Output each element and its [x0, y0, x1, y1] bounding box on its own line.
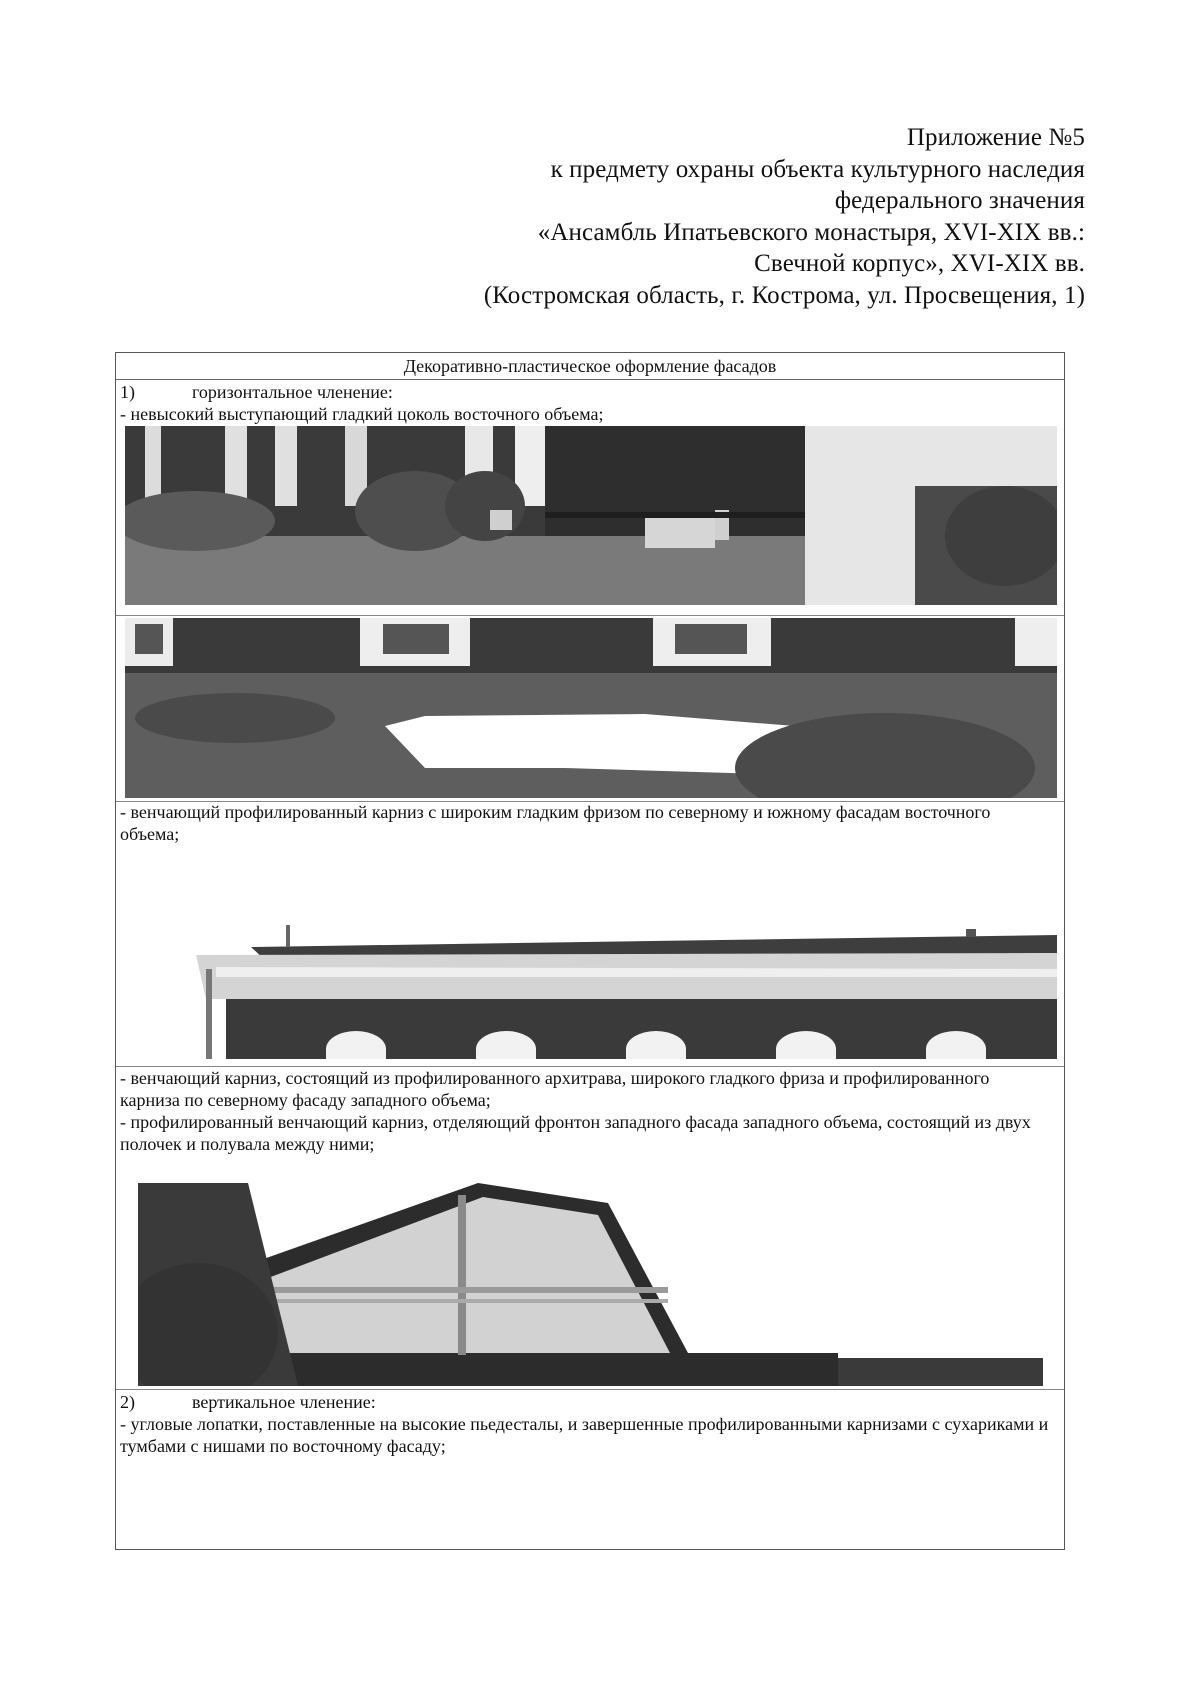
- table-title: Декоративно-пластическое оформление фасадов: [116, 353, 1064, 380]
- section-number: 1): [120, 382, 135, 402]
- row-separator: [116, 1389, 1064, 1390]
- section-heading-text: горизонтальное членение:: [192, 382, 393, 402]
- item-cornice-west-pediment: - профилированный венчающий карниз, отделяющий фронтон западного фасада западного объема, состоящий из двух полочек и полувала между ними;: [120, 1112, 1031, 1154]
- facade-decoration-table: [115, 352, 1065, 1550]
- photo-plinth-east: [125, 426, 1057, 605]
- header-line: (Костромская область, г. Кострома, ул. Просвещения, 1): [483, 281, 1085, 309]
- section-heading-text: вертикальное членение:: [192, 1392, 376, 1412]
- item-cornice-west-north: - венчающий карниз, состоящий из профилированного архитрава, широкого гладкого фриза и профилированного карниза по северному фасаду западного объема;: [120, 1068, 990, 1110]
- item-plinth: - невысокий выступающий гладкий цоколь восточного объема;: [120, 404, 604, 424]
- photo-plinth-facade: [125, 618, 1057, 798]
- header-line: федерального значения: [834, 187, 1085, 214]
- section-1-heading: [120, 381, 393, 403]
- photo-pediment-west: [138, 1183, 1043, 1386]
- header-line: «Ансамбль Ипатьевского монастыря, XVI-XIX вв.:: [537, 218, 1085, 246]
- photo-cornice-east: [176, 889, 1057, 1059]
- item-pilasters-east: - угловые лопатки, поставленные на высокие пьедесталы, и завершенные профилированными карнизами с сухариками и тумбами с нишами по восточному фасаду;: [120, 1414, 1049, 1456]
- section-number: 2): [120, 1392, 135, 1412]
- header-line: к предмету охраны объекта культурного наследия: [550, 155, 1085, 183]
- item-cornice-east: - венчающий профилированный карниз с широким гладким фризом по северному и южному фасадам восточного объема;: [120, 802, 991, 844]
- header-line: Свечной корпус», XVI-XIX вв.: [754, 250, 1085, 277]
- appendix-header: [185, 122, 1085, 311]
- header-line: Приложение №5: [906, 124, 1085, 151]
- section-2-heading: [120, 1391, 376, 1413]
- row-separator: [116, 615, 1064, 616]
